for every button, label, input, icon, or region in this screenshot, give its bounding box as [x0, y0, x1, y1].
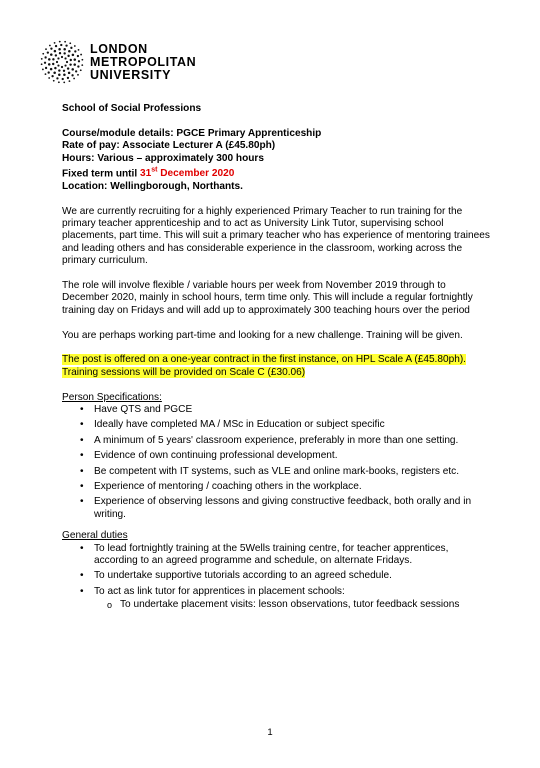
list-item: • Have QTS and PGCE: [94, 404, 492, 416]
list-item: • Experience of mentoring / coaching others in the workplace.: [94, 481, 492, 493]
hours: Hours: Various – approximately 300 hours: [62, 152, 264, 164]
university-name: [90, 43, 196, 82]
paragraph-challenge: You are perhaps working part-time and looking for a new challenge. Training will be given.: [62, 329, 463, 341]
duties-sublist: [94, 599, 492, 611]
paragraph-intro: We are currently recruiting for a highly experienced Primary Teacher to run training for the primary teacher apprenticeship and to act as University Link Tutor, supervising school placements, part time. This will suit a primary teacher who has experience of mentoring trainees and leading others and has considerable experience in the classroom, working across the primary curriculum.: [62, 205, 490, 267]
duties-list: [62, 543, 492, 612]
fixed-term: Fixed term until 31st December 2020: [62, 167, 235, 180]
paragraph-role: The role will involve flexible / variable hours per week from November 2019 through to December 2020, mainly in school hours, term time only. This will include a regular fortnightly training day on Fridays and will add up to approximately 300 teaching hours over the period: [62, 280, 473, 316]
course-details: Course/module details: PGCE Primary Apprenticeship: [62, 127, 322, 139]
fixed-term-date: 31st December 2020: [139, 167, 235, 180]
list-item: • A minimum of 5 years' classroom experience, preferably in more than one setting.: [94, 435, 492, 447]
highlighted-contract-text: The post is offered on a one-year contract in the first instance, on HPL Scale A (£45.80ph). Training sessions will be provided on Scale C (£30.06): [62, 354, 466, 378]
university-logo: [40, 40, 196, 84]
page-number: 1: [267, 727, 273, 738]
list-item: • To undertake supportive tutorials according to an agreed schedule.: [94, 570, 492, 582]
location: Location: Wellingborough, Northants.: [62, 180, 243, 192]
list-item: • To act as link tutor for apprentices in placement schools: o To undertake placement visits: lesson observations, tutor feedback sessions: [94, 586, 492, 612]
duties-heading: General duties: [62, 530, 128, 542]
document-body: [62, 103, 492, 615]
spec-list: [62, 404, 492, 521]
list-item: • Experience of observing lessons and giving constructive feedback, both orally and in writing.: [94, 496, 492, 521]
school-name: School of Social Professions: [62, 103, 202, 114]
list-item: • To lead fortnightly training at the 5Wells training centre, for teacher apprentices, according to an agreed programme and schedule, on alternate Fridays.: [94, 543, 492, 568]
starburst-dots-logo-icon: [40, 40, 84, 84]
paragraph-contract: [62, 354, 492, 379]
spec-heading: Person Specifications:: [62, 391, 162, 403]
logo-line-2: METROPOLITAN: [90, 54, 197, 69]
rate-of-pay: Rate of pay: Associate Lecturer A (£45.80ph): [62, 140, 276, 152]
list-item: • Ideally have completed MA / MSc in Education or subject specific: [94, 419, 492, 431]
logo-line-1: LONDON: [90, 41, 148, 56]
list-item: • Be competent with IT systems, such as VLE and online mark-books, registers etc.: [94, 466, 492, 478]
list-item: • Evidence of own continuing professional development.: [94, 450, 492, 462]
logo-line-3: UNIVERSITY: [90, 67, 172, 82]
sub-list-item: o To undertake placement visits: lesson observations, tutor feedback sessions: [120, 599, 492, 611]
